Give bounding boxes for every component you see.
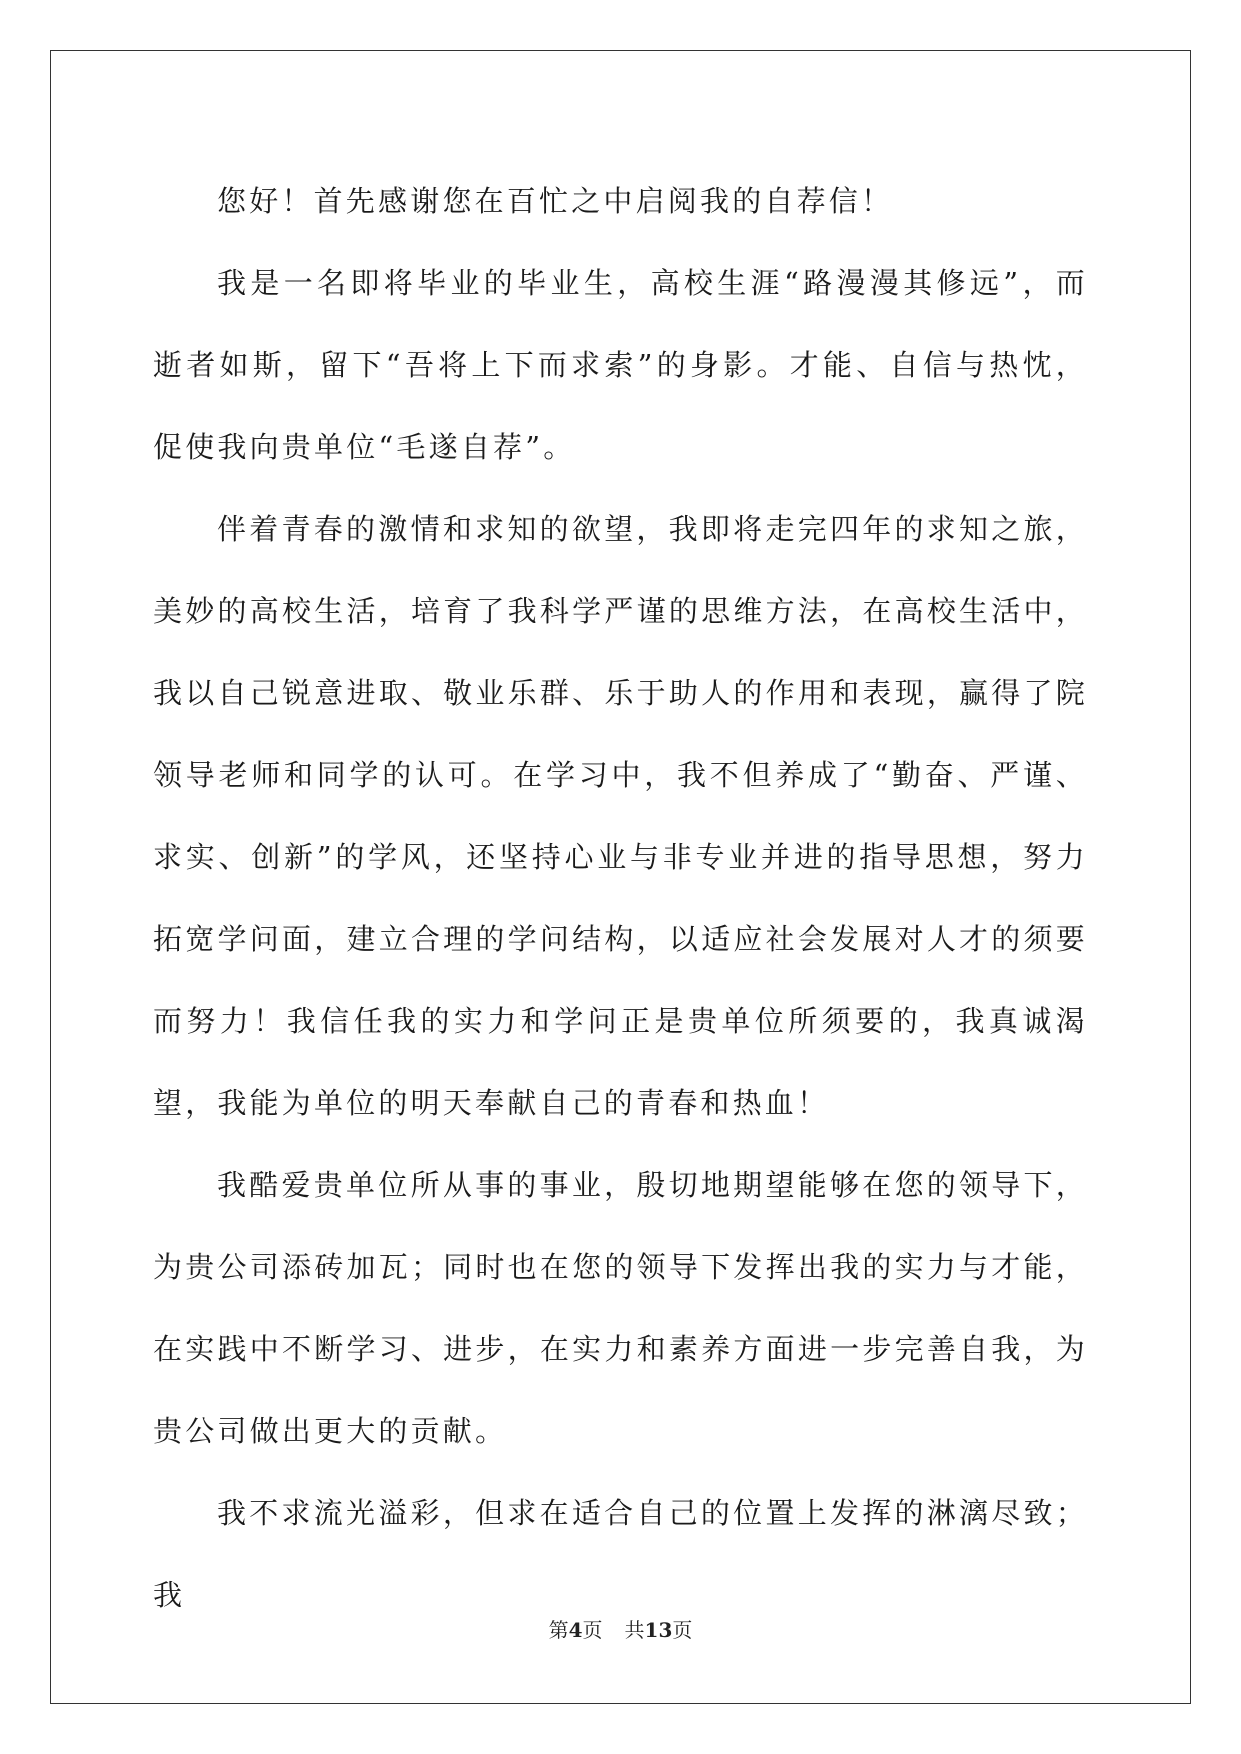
paragraph-education: 伴着青春的激情和求知的欲望，我即将走完四年的求知之旅，美妙的高校生活，培育了我科学严谨的思维方法，在高校生活中，我以自己锐意进取、敬业乐群、乐于助人的作用和表现，赢得了院领导老师和同学的认可。在学习中，我不但养成了“勤奋、严谨、求实、创新”的学风，还坚持心业与非专业并进的指导思想，努力拓宽学问面，建立合理的学问结构，以适应社会发展对人才的须要而努力！我信任我的实力和学问正是贵单位所须要的，我真诚渴望，我能为单位的明天奉献自己的青春和热血！ <box>153 512 1088 1120</box>
letter-body <box>153 160 1088 1636</box>
page-number: 4 <box>568 1618 583 1642</box>
page-footer <box>0 1614 1241 1643</box>
paragraph-introduction: 我是一名即将毕业的毕业生，高校生涯“路漫漫其修远”，而逝者如斯，留下“吾将上下而求索”的身影。才能、自信与热忱，促使我向贵单位“毛遂自荐”。 <box>153 266 1088 464</box>
paragraph-aspiration: 我酷爱贵单位所从事的事业，殷切地期望能够在您的领导下，为贵公司添砖加瓦；同时也在您的领导下发挥出我的实力与才能，在实践中不断学习、进步，在实力和素养方面进一步完善自我，为贵公司做出更大的贡献。 <box>153 1168 1088 1448</box>
paragraph-closing-partial: 我不求流光溢彩，但求在适合自己的位置上发挥的淋漓尽致；我 <box>153 1496 1088 1612</box>
page-label-prefix: 第 <box>548 1618 569 1642</box>
total-pages: 13 <box>644 1618 673 1642</box>
page-label-suffix: 页 <box>582 1618 603 1642</box>
total-label-suffix: 页 <box>672 1618 693 1642</box>
total-label-prefix: 共 <box>624 1618 645 1642</box>
paragraph-greeting: 您好！首先感谢您在百忙之中启阅我的自荐信！ <box>217 184 894 218</box>
